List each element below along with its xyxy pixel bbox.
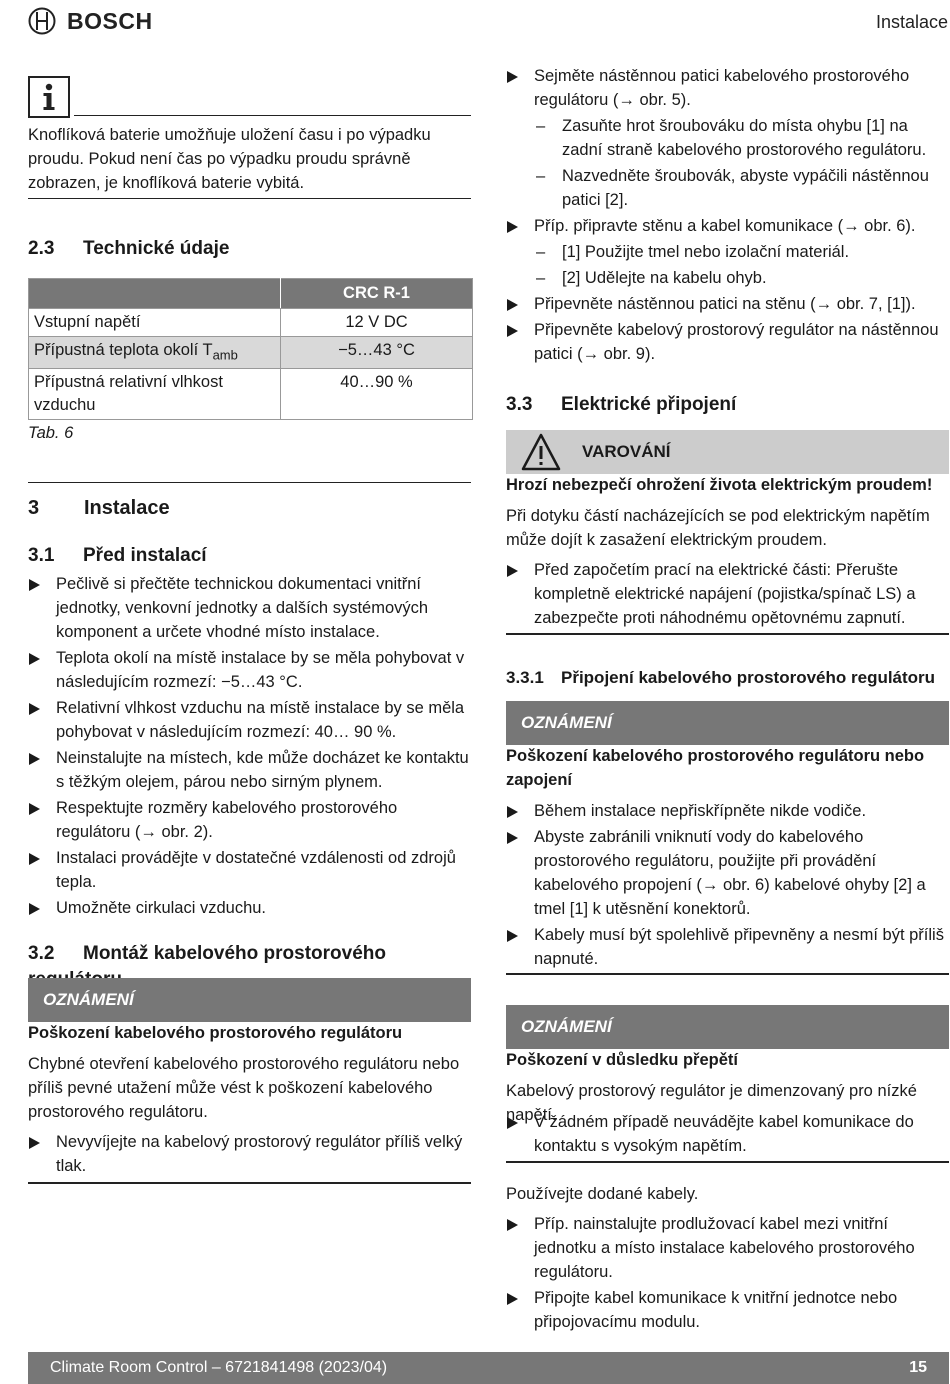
list-item: Příp. připravte stěnu a kabel komunikace (→ obr. 6). – [1] Použijte tmel nebo izolační materiál. – [2] Udělejte na kabelu ohyb.	[506, 214, 949, 290]
list-item: Abyste zabránili vniknutí vody do kabelového prostorového regulátoru, použijte při provádění kabelového propojení (→ obr. 6) kabelové ohyby [2] a tmel [1] k utěsnění konektorů.	[506, 825, 949, 921]
notice-list	[506, 799, 949, 973]
notice-title: Poškození kabelového prostorového regulátoru	[28, 1024, 403, 1042]
page-footer	[28, 1352, 949, 1384]
warning-text: Při dotyku částí nacházejících se pod elektrickým napětím může dojít k zasažení elektrickým proudem.	[506, 507, 930, 549]
list-item: Kabely musí být spolehlivě připevněny a nesmí být příliš napnuté.	[506, 923, 949, 971]
body-text: Používejte dodané kabely.	[506, 1185, 699, 1203]
table-cell-value: 40…90 %	[281, 369, 473, 420]
mount-steps-list	[506, 64, 949, 368]
table-row	[29, 337, 473, 369]
table-row	[29, 309, 473, 337]
warning-bar	[506, 430, 949, 474]
heading-3-1: 3.1 Před instalací	[28, 545, 207, 566]
list-item: Sejměte nástěnnou patici kabelového prostorového regulátoru (→ obr. 5). – Zasuňte hrot šroubováku do místa ohybu [1] na zadní straně kabelového prostorového regulátoru. – Nazvedněte šroubovák, abyste vypáčili nástěnnou patici [2].	[506, 64, 949, 212]
table-cell-label: Vstupní napětí	[29, 309, 281, 337]
list-item: Pečlivě si přečtěte technickou dokumentaci vnitřní jednotky, venkovní jednotky a dalších systémových komponent a určete vhodné místo instalace.	[28, 572, 471, 644]
list-item: Relativní vlhkost vzduchu na místě instalace by se měla pohybovat v následujícím rozmezí: 40… 90 %.	[28, 696, 471, 744]
warning-list	[506, 558, 949, 632]
list-item: Instalaci provádějte v dostatečné vzdálenosti od zdrojů tepla.	[28, 846, 471, 894]
warning-title: Hrozí nebezpečí ohrožení života elektrickým proudem!	[506, 476, 933, 494]
list-item: Respektujte rozměry kabelového prostorového regulátoru (→ obr. 2).	[28, 796, 471, 844]
bosch-logo-icon	[28, 7, 56, 35]
notice-title: Poškození v důsledku přepětí	[506, 1051, 738, 1069]
heading-3-3-1: 3.3.1 Připojení kabelového prostorového regulátoru	[506, 668, 936, 687]
table-caption: Tab. 6	[28, 424, 74, 442]
table-cell-label: Přípustná relativní vlhkost vzduchu	[29, 369, 281, 420]
list-item: Připojte kabel komunikace k vnitřní jednotce nebo připojovacímu modulu.	[506, 1286, 949, 1334]
brand-name: BOSCH	[67, 8, 153, 34]
table-header-blank	[29, 279, 281, 309]
list-item: Připevněte kabelový prostorový regulátor na nástěnnou patici (→ obr. 9).	[506, 318, 949, 366]
list-item: Připevněte nástěnnou patici na stěnu (→ obr. 7, [1]).	[506, 292, 949, 316]
notice-title: Poškození kabelového prostorového regulátoru nebo zapojení	[506, 747, 925, 789]
heading-3-3: 3.3 Elektrické připojení	[506, 394, 737, 415]
table-cell-label: Přípustná teplota okolí $T_{amb}$	[29, 337, 281, 369]
footer-doc-id: Climate Room Control – 6721841498 (2023/04)	[50, 1359, 388, 1376]
brand-logo	[28, 7, 153, 35]
heading-3-2: 3.2 Montáž kabelového prostorového	[28, 943, 386, 964]
list-item: Umožněte cirkulaci vzduchu.	[28, 896, 471, 920]
warning-triangle-icon	[520, 432, 562, 472]
list-item: Teplota okolí na místě instalace by se měla pohybovat v následujícím rozmezí: −5…43 °C.	[28, 646, 471, 694]
notice-text: Kabelový prostorový regulátor je dimenzovaný pro nízké napětí.	[506, 1082, 917, 1124]
list-item: Během instalace nepřiskřípněte nikde vodiče.	[506, 799, 949, 823]
sub-list-item: – [1] Použijte tmel nebo izolační materiál.	[534, 240, 949, 264]
notice-label: OZNÁMENÍ	[506, 1005, 949, 1049]
notice-list	[506, 1110, 949, 1160]
notice-label: OZNÁMENÍ	[506, 701, 949, 745]
table-row	[29, 369, 473, 420]
table-header-model: CRC R-1	[281, 279, 473, 309]
heading-2-3: 2.3 Technické údaje	[28, 238, 230, 259]
tech-data-table	[28, 278, 473, 420]
sub-list-item: – Nazvedněte šroubovák, abyste vypáčili nástěnnou patici [2].	[534, 164, 949, 212]
notice-text: Chybné otevření kabelového prostorového regulátoru nebo příliš pevné utažení může vést k poškození kabelového prostorového regulátoru.	[28, 1055, 460, 1121]
install-prep-list	[28, 572, 471, 922]
cable-steps-list	[506, 1212, 949, 1336]
info-icon	[28, 76, 70, 118]
info-note-text: Knoflíková baterie umožňuje uložení času i po výpadku proudu. Pokud není čas po výpadku proudu správně zobrazen, je knoflíková baterie vybitá.	[28, 126, 431, 192]
section-title: Instalace	[875, 12, 948, 32]
sub-list-item: – Zasuňte hrot šroubováku do místa ohybu [1] na zadní straně kabelového prostorového regulátoru.	[534, 114, 949, 162]
list-item: Před započetím prací na elektrické části: Přerušte kompletně elektrické napájení (pojistka/spínač LS) a zabezpečte proti náhodnému opětovnému zapnutí.	[506, 558, 949, 630]
list-item: Neinstalujte na místech, kde může docházet ke kontaktu s těžkým olejem, párou nebo sirným plynem.	[28, 746, 471, 794]
heading-3: 3 Instalace	[28, 497, 170, 519]
notice-label: OZNÁMENÍ	[28, 978, 471, 1022]
list-item: Příp. nainstalujte prodlužovací kabel mezi vnitřní jednotku a místo instalace kabelového prostorového regulátoru.	[506, 1212, 949, 1284]
table-cell-value: 12 V DC	[281, 309, 473, 337]
sub-list	[534, 114, 949, 212]
warning-label: VAROVÁNÍ	[582, 442, 671, 461]
sub-list-item: – [2] Udělejte na kabelu ohyb.	[534, 266, 949, 290]
notice-list	[28, 1130, 471, 1180]
page-number: 15	[909, 1359, 927, 1376]
sub-list	[534, 240, 949, 290]
list-item: Nevyvíjejte na kabelový prostorový regulátor příliš velký tlak.	[28, 1130, 471, 1178]
list-item: V žádném případě neuvádějte kabel komunikace do kontaktu s vysokým napětím.	[506, 1110, 949, 1158]
table-cell-value: −5…43 °C	[281, 337, 473, 369]
